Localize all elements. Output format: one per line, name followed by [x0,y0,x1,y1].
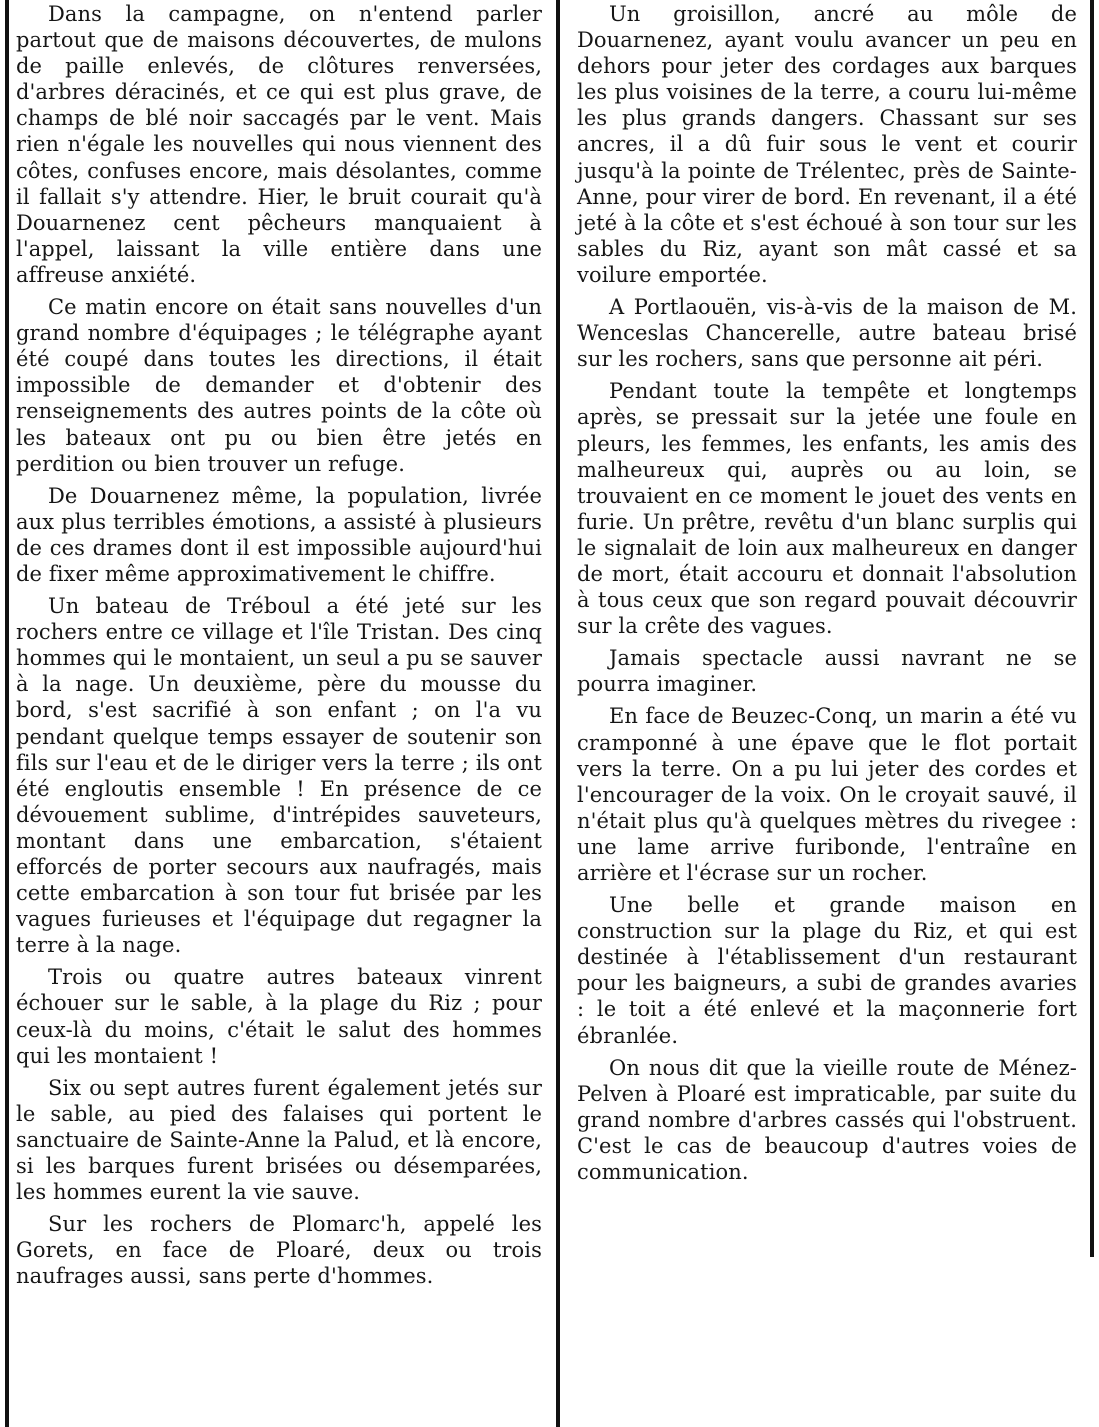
paragraph: Pendant toute la tempête et longtemps après, se pressait sur la jetée une foule en pleurs, les femmes, les enfants, les amis des malheureux qui, auprès ou au loin, se trouvaient en ce moment le jouet des vents en furie. Un prêtre, revêtu d'un blanc surplis qui le signalait de loin aux malheureux en danger de mort, était accouru et donnait l'absolution à tous ceux que son regard pouvait découvrir sur la crête des vagues. [577,379,1077,639]
column-rule-middle [556,0,560,1427]
paragraph: En face de Beuzec-Conq, un marin a été vu cramponné à une épave que le flot portait vers la terre. On a pu lui jeter des cordes et l'encourager de la voix. On le croyait sauvé, il n'était plus qu'à quelques mètres du rivegee : une lame arrive furibonde, l'entraîne en arrière et l'écrase sur un rocher. [577,704,1077,885]
blank-area [560,1257,1099,1427]
text-column-left [16,1,542,1290]
paragraph: Une belle et grande maison en construction sur la plage du Riz, et qui est destinée à l'établissement d'un restaurant pour les baigneurs, a subi de grandes avaries : le toit a été enlevé et la maçonnerie fort ébranlée. [577,893,1077,1048]
paragraph: Jamais spectacle aussi navrant ne se pourra imaginer. [577,646,1077,697]
paragraph: Trois ou quatre autres bateaux vinrent échouer sur le sable, à la plage du Riz ; pour ceux-là du moins, c'était le salut des hommes qui les montaient ! [16,965,542,1068]
paragraph: Sur les rochers de Plomarc'h, appelé les Gorets, en face de Ploaré, deux ou trois naufrages aussi, sans perte d'hommes. [16,1212,542,1289]
paragraph: De Douarnenez même, la population, livrée aux plus terribles émotions, a assisté à plusieurs de ces drames dont il est impossible aujourd'hui de fixer même approximativement le chiffre. [16,483,542,586]
paragraph: On nous dit que la vieille route de Ménez-Pelven à Ploaré est impraticable, par suite du grand nombre d'arbres cassés qui l'obstruent. C'est le cas de beaucoup d'autres voies de communication. [577,1055,1077,1185]
column-rule-right [1090,0,1094,1257]
paragraph: Un bateau de Tréboul a été jeté sur les rochers entre ce village et l'île Tristan. Des cinq hommes qui le montaient, un seul a pu se sauver à la nage. Un deuxième, père du mousse du bord, s'est sacrifié à son enfant ; on l'a vu pendant quelque temps essayer de soutenir son fils sur l'eau et de le diriger vers la terre ; ils ont été engloutis ensemble ! En présence de ce dévouement sublime, d'intrépides sauveteurs, montant dans une embarcation, s'étaient efforcés de porter secours aux naufragés, mais cette embarcation à son tour fut brisée par les vagues furieuses et l'équipage dut regagner la terre à la nage. [16,594,542,958]
paragraph: Six ou sept autres furent également jetés sur le sable, au pied des falaises qui portent le sanctuaire de Sainte-Anne la Palud, et là encore, si les barques furent brisées ou désemparées, les hommes eurent la vie sauve. [16,1075,542,1205]
paragraph: Un groisillon, ancré au môle de Douarnenez, ayant voulu avancer un peu en dehors pour jeter des cordages aux barques les plus voisines de la terre, a couru lui-même les plus grands dangers. Chassant sur ses ancres, il a dû fuir sous le vent et courir jusqu'à la pointe de Trélentec, près de Sainte-Anne, pour virer de bord. En revenant, il a été jeté à la côte et s'est échoué à son tour sur les sables du Riz, ayant son mât cassé et sa voilure emportée. [577,2,1077,287]
paragraph: Ce matin encore on était sans nouvelles d'un grand nombre d'équipages ; le télégraphe ayant été coupé dans toutes les directions, il était impossible de demander et d'obtenir des renseignements des autres points de la côte où les bateaux ont pu ou bien être jetés en perdition ou bien trouver un refuge. [16,295,542,476]
paragraph: Dans la campagne, on n'entend parler partout que de maisons découvertes, de mulons de paille enlevés, de clôtures renversées, d'arbres déracinés, et ce qui est plus grave, de champs de blé noir saccagés par le vent. Mais rien n'égale les nouvelles qui nous viennent des côtes, confuses encore, mais désolantes, comme il fallait s'y attendre. Hier, le bruit courait qu'à Douarnenez cent pêcheurs manquaient à l'appel, laissant la ville entière dans une affreuse anxiété. [16,2,542,287]
paragraph: A Portlaouën, vis-à-vis de la maison de M. Wenceslas Chancerelle, autre bateau brisé sur les rochers, sans que personne ait péri. [577,295,1077,372]
column-rule-left [5,0,9,1427]
text-column-right [577,1,1077,1185]
